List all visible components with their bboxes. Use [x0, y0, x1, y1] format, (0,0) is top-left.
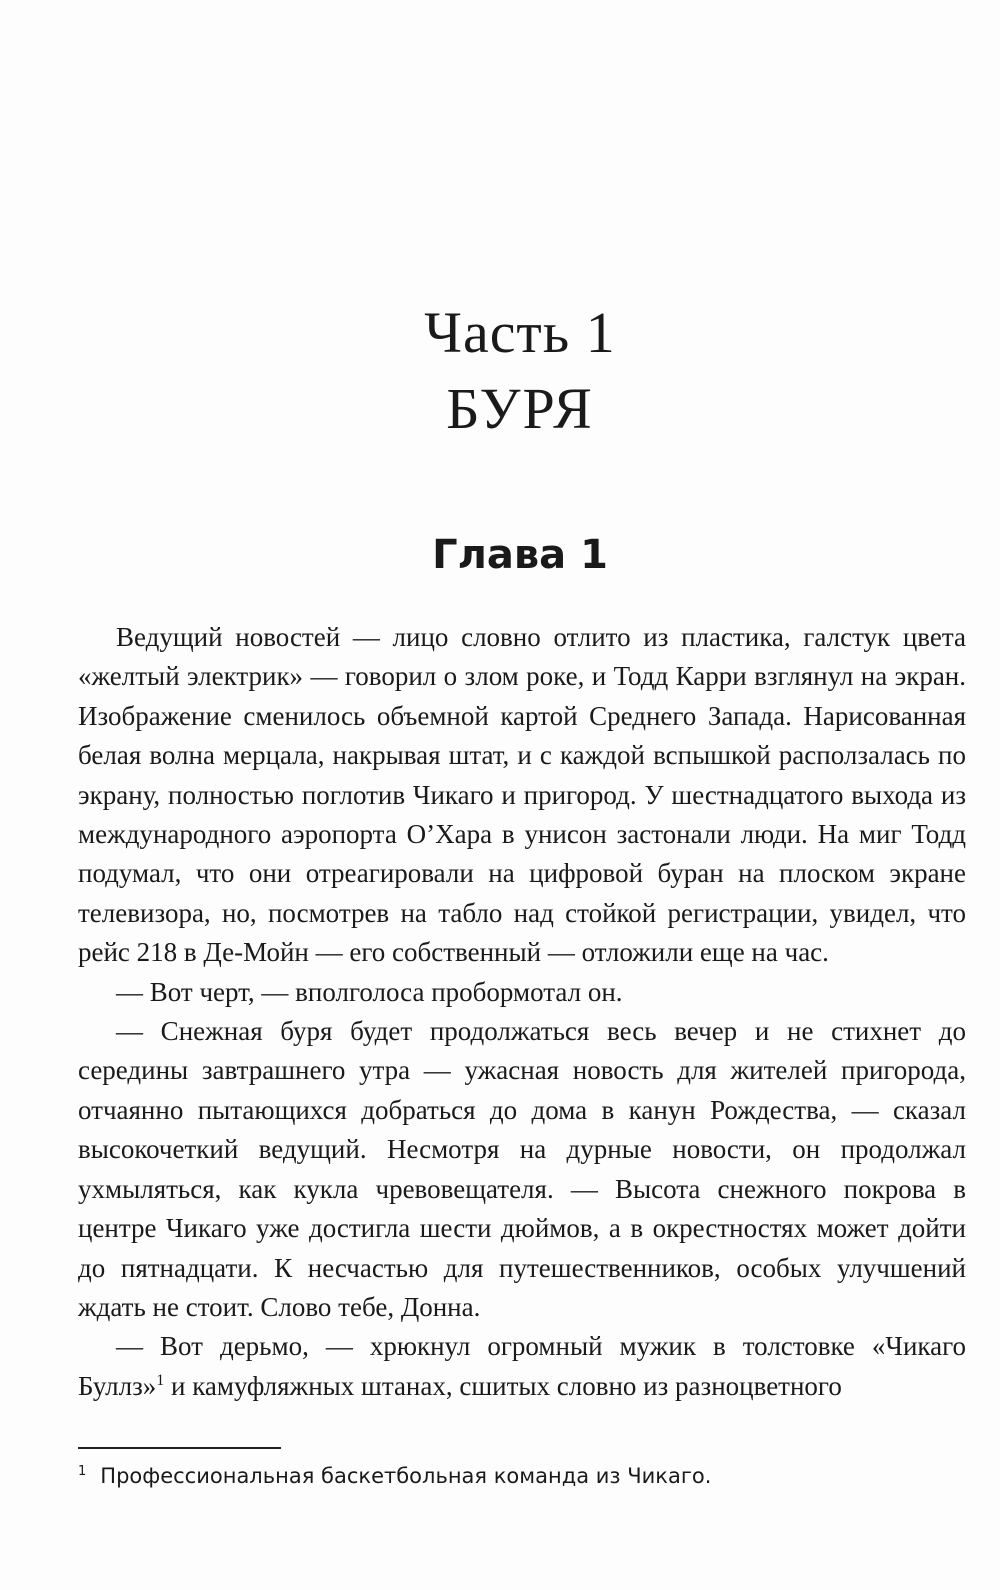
part-heading	[0, 300, 1000, 442]
paragraph: — Вот черт, — вполголоса пробормотал он.	[116, 976, 623, 1007]
chapter-body	[78, 618, 966, 1406]
paragraph-text: и камуфляжных штанах, сшитых словно из разноцветного	[164, 1370, 842, 1401]
paragraph-text: — Вот дерьмо, — хрюкнул огромный мужик в толстовке «Чикаго Буллз»	[78, 1331, 966, 1401]
paragraph: Ведущий новостей — лицо словно отлито из пластика, галстук цвета «желтый электрик» — говорил о злом роке, и Тодд Карри взглянул на экран. Изображение сменилось объемной картой Среднего Запада. Нарисованная белая волна мерцала, накрывая штат, и с каждой вспышкой расползалась по экрану, полностью поглотив Чикаго и пригород. У шестнадцатого выхода из международного аэропорта О’Хара в унисон застонали люди. На миг Тодд подумал, что они отреагировали на цифровой буран на плоском экране телевизора, но, посмотрев на табло над стойкой регистрации, увидел, что рейс 218 в Де-Мойн — его собственный — отложили еще на час.	[78, 622, 966, 968]
part-title: Часть 1	[424, 300, 616, 365]
chapter-title: Глава 1	[432, 532, 608, 578]
footnote-divider	[78, 1447, 281, 1449]
paragraph-last	[78, 1327, 966, 1406]
paragraph: — Снежная буря будет продолжаться весь вечер и не стихнет до середины завтрашнего утра — ужасная новость для жителей пригорода, отчаянно пытающихся добраться до дома в канун Рождества, — сказал высокочеткий ведущий. Несмотря на дурные новости, он продолжал ухмыляться, как кукла чревовещателя. — Высота снежного покрова в центре Чикаго уже достигла шести дюймов, а в окрестностях может дойти до пятнадцати. К несчастью для путешественников, особых улучшений ждать не стоит. Слово тебе, Донна.	[78, 1016, 966, 1322]
footnote-reference: 1	[156, 1371, 165, 1389]
part-subtitle: БУРЯ	[446, 376, 594, 441]
footnote	[78, 1462, 966, 1490]
footnote-number: 1	[78, 1464, 87, 1479]
footnote-text: Профессиональная баскетбольная команда из Чикаго.	[100, 1464, 712, 1488]
